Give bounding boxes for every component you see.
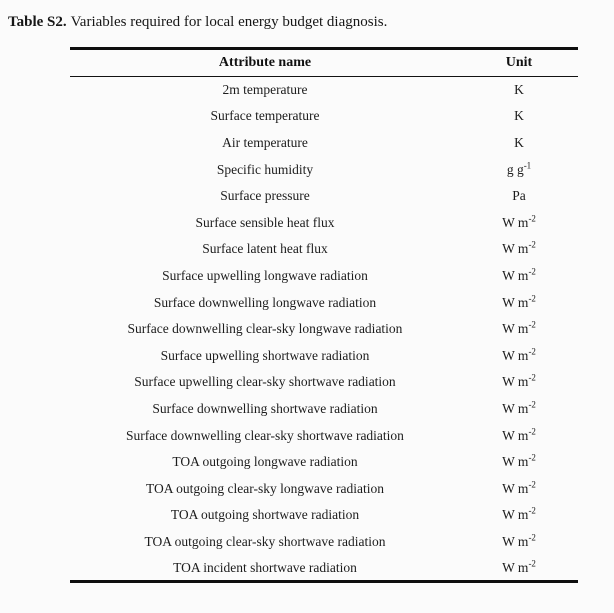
- unit-cell: W $m^{-2}$: [502, 239, 536, 257]
- table-row: [70, 369, 578, 396]
- table-row: [70, 316, 578, 343]
- table-row: [70, 529, 578, 556]
- table-row: [70, 236, 578, 263]
- attribute-cell: Specific humidity: [216, 161, 314, 177]
- unit-cell: W $m^{-2}$: [502, 558, 536, 575]
- unit-exponent: -2: [528, 266, 536, 277]
- unit-cell: Pa: [512, 188, 526, 204]
- unit-cell: W $m^{-2}$: [502, 293, 536, 310]
- table-row: [70, 475, 578, 502]
- unit-cell: W $m^{-2}$: [502, 505, 536, 523]
- unit-exponent: -2: [528, 239, 536, 250]
- table-row: [70, 289, 578, 316]
- table-row: [70, 77, 578, 104]
- unit-cell: W $m^{-2}$: [502, 319, 536, 337]
- table-caption-label: Table S2.: [8, 14, 67, 30]
- attribute-cell: Surface upwelling clear-sky shortwave radiation: [134, 374, 396, 390]
- attribute-cell: Surface sensible heat flux: [195, 214, 335, 230]
- unit-exponent: -2: [528, 505, 536, 516]
- variables-table: [70, 47, 578, 583]
- unit-cell: K: [514, 134, 524, 150]
- column-header-attribute: Attribute name: [70, 49, 460, 77]
- unit-exponent: -2: [528, 372, 536, 383]
- attribute-cell: Surface downwelling clear-sky shortwave radiation: [126, 427, 404, 443]
- attribute-cell: Surface upwelling longwave radiation: [162, 267, 368, 283]
- unit-cell: K: [514, 108, 524, 124]
- attribute-cell: TOA outgoing clear-sky longwave radiation: [146, 480, 384, 496]
- unit-exponent: -2: [528, 293, 536, 304]
- document-page: [0, 13, 614, 613]
- unit-cell: W $m^{-2}$: [502, 266, 536, 283]
- unit-cell: W $m^{-2}$: [502, 479, 536, 496]
- unit-exponent: -2: [528, 426, 536, 437]
- unit-cell: W $m^{-2}$: [502, 399, 536, 416]
- attribute-cell: Surface pressure: [220, 188, 310, 204]
- attribute-cell: TOA outgoing shortwave radiation: [170, 507, 360, 523]
- unit-exponent: -2: [528, 399, 536, 410]
- table-row: [70, 449, 578, 476]
- attribute-cell: TOA incident shortwave radiation: [173, 559, 357, 575]
- table-row: [70, 103, 578, 130]
- attribute-cell: Surface downwelling shortwave radiation: [152, 400, 378, 416]
- unit-cell: K: [514, 82, 524, 98]
- unit-cell: W $m^{-2}$: [502, 213, 536, 230]
- unit-exponent: -2: [528, 319, 536, 330]
- attribute-cell: TOA outgoing longwave radiation: [172, 454, 358, 470]
- table-row: [70, 130, 578, 157]
- table-row: [70, 342, 578, 369]
- unit-cell: W $m^{-2}$: [502, 372, 536, 390]
- table-body: [70, 77, 578, 582]
- table-row: [70, 396, 578, 423]
- table-row: [70, 263, 578, 290]
- attribute-cell: 2m temperature: [222, 82, 308, 98]
- attribute-cell: Surface downwelling clear-sky longwave radiation: [127, 321, 403, 337]
- unit-exponent: -2: [528, 558, 536, 569]
- column-header-unit: Unit: [460, 49, 578, 77]
- attribute-cell: Surface latent heat flux: [202, 241, 328, 257]
- attribute-cell: Air temperature: [222, 134, 308, 150]
- table-caption-text: Variables required for local energy budget diagnosis.: [70, 14, 388, 30]
- table-row: [70, 156, 578, 183]
- unit-cell: W $m^{-2}$: [502, 426, 536, 443]
- unit-exponent: -2: [528, 532, 536, 543]
- table-row: [70, 183, 578, 210]
- unit-exponent: -2: [528, 479, 536, 490]
- unit-exponent: -1: [523, 160, 532, 171]
- attribute-cell: Surface temperature: [210, 108, 320, 124]
- table-caption: [8, 13, 614, 32]
- table-row: [70, 502, 578, 529]
- unit-exponent: -2: [528, 213, 536, 224]
- table-row: [70, 422, 578, 449]
- table-row: [70, 209, 578, 236]
- attribute-cell: Surface downwelling longwave radiation: [153, 294, 377, 310]
- unit-cell: W $m^{-2}$: [502, 532, 536, 549]
- attribute-cell: Surface upwelling shortwave radiation: [160, 347, 370, 363]
- header-row: [70, 49, 578, 77]
- unit-exponent: -2: [528, 346, 536, 357]
- unit-cell: g $g^{-1}$: [506, 160, 532, 177]
- unit-cell: W $m^{-2}$: [502, 346, 536, 363]
- table-row: [70, 555, 578, 582]
- unit-cell: W $m^{-2}$: [502, 452, 536, 470]
- unit-exponent: -2: [528, 452, 536, 463]
- attribute-cell: TOA outgoing clear-sky shortwave radiation: [144, 533, 386, 549]
